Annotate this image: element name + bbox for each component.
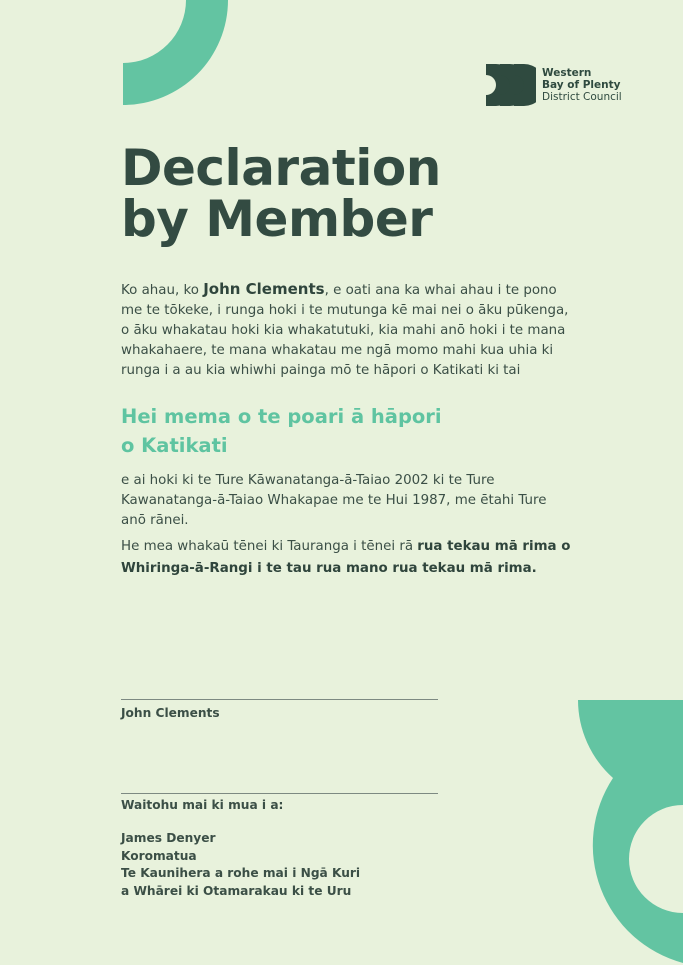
logo-line-1: Western [542, 67, 592, 79]
board-line-1: Hei mema o te poari ā hāpori [121, 405, 442, 428]
confirmation-date: rua tekau mā rima o Whiringa-ā-Rangi i te tau rua mano rua tekau mā rima. [121, 539, 571, 576]
title-line-2: by Member [121, 190, 433, 248]
member-signature-name: John Clements [121, 706, 220, 720]
witness-label: Waitohu mai ki mua i a: [121, 798, 284, 812]
board-line-2: o Katikati [121, 434, 228, 457]
declaration-intro: Ko ahau, ko [121, 283, 204, 298]
witness-org-line-2: a Whārei ki Otamarakau ki te Uru [121, 883, 352, 898]
member-signature-line [121, 699, 438, 700]
declaration-body: , e oati ana ka whai ahau i te pono me te tōkeke, i runga hoki i te mutunga kē mai nei o āku pūkenga, o āku whakatau hoki kia whakatutuki, kia mahi anō hoki i te mana whakahaere, te mana whakatau me ngā momo mahi kua uhia ki runga i a au kia whiwhi painga mō te hāpori o Katikati ki tai [121, 283, 569, 378]
bottom-c-shape [578, 700, 683, 963]
confirmation-paragraph [121, 536, 571, 580]
witness-title: Koromatua [121, 848, 197, 863]
logo-line-3: District Council [542, 91, 622, 103]
board-heading [121, 402, 442, 460]
logo-mark-icon [486, 64, 536, 106]
acts-paragraph: e ai hoki ki te Ture Kāwanatanga-ā-Taiao 2002 ki te Ture Kawanatanga-ā-Taiao Whakapae me te Hui 1987, me ētahi Ture anō rānei. [121, 473, 547, 528]
witness-signature-line [121, 793, 438, 794]
member-name: John Clements [203, 280, 325, 298]
witness-block [121, 830, 360, 900]
witness-org-line-1: Te Kaunihera a rohe mai i Ngā Kuri [121, 866, 361, 880]
logo-line-2: Bay of Plenty [542, 79, 621, 91]
logo-text [542, 67, 622, 103]
title-line-1: Declaration [121, 139, 441, 197]
witness-name: James Denyer [121, 831, 216, 845]
declaration-paragraph [121, 279, 571, 381]
page-title [121, 139, 441, 248]
confirmation-prefix: He mea whakaū tēnei ki Tauranga i tēnei rā [121, 539, 418, 554]
top-arc-shape [123, 0, 228, 105]
council-logo [486, 64, 622, 106]
